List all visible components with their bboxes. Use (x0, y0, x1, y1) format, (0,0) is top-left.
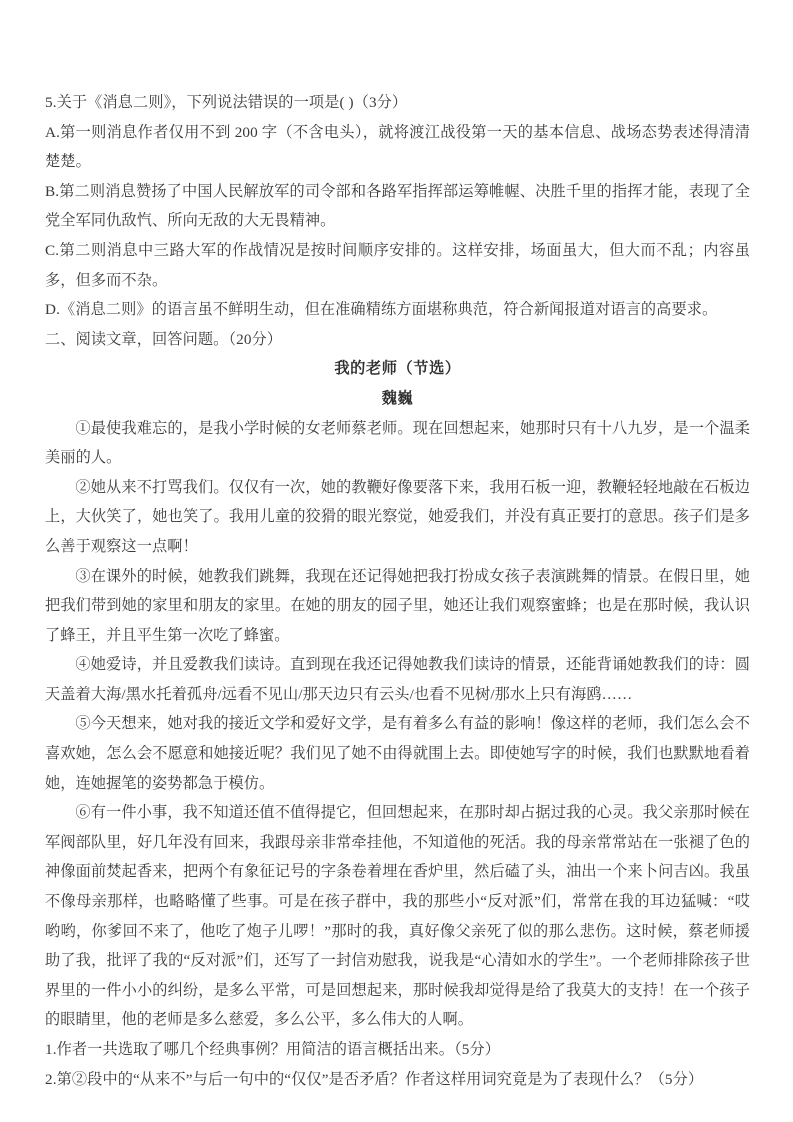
question-5-option-a: A.第一则消息作者仅用不到 200 字（不含电头），就将渡江战役第一天的基本信息、战场态势表述得清清楚楚。 (45, 123, 750, 171)
question-5-option-c: C.第二则消息中三路大军的作战情况是按时间顺序安排的。这样安排，场面虽大，但大而不乱；内容虽多，但多而不杂。 (45, 241, 750, 289)
reading-question-1: 1.作者一共选取了哪几个经典事例？用简洁的语言概括出来。（5分） (45, 1041, 501, 1058)
question-5-stem: 5.关于《消息二则》，下列说法错误的一项是( )（3分） (45, 94, 408, 111)
article-paragraph-6: ⑥有一件小事，我不知道还值不值得提它，但回想起来，在那时却占据过我的心灵。我父亲那时候在军阀部队里，好几年没有回来，我跟母亲非常牵挂他，不知道他的死活。我的母亲常常站在一张褪了色的神像面前焚起香来，把两个有象征记号的字条卷着埋在香炉里，然后磕了头，油出一个来卜问吉凶。我虽不像母亲那样，也略略懂了些事。可是在孩子群中，我的那些小“反对派”们，常常在我的耳边猛喊：“哎哟哟，你爹回不来了，他吃了炮子儿啰！”那时的我，真好像父亲死了似的那么悲伤。这时候，蔡老师援助了我，批评了我的“反对派”们，还写了一封信劝慰我，说我是“心清如水的学生”。一个老师排除孩子世界里的一件小小的纠纷，是多么平常，可是回想起来，那时候我却觉得是给了我莫大的支持！在一个孩子的眼睛里，他的老师是多么慈爱，多么公平，多么伟大的人啊。 (45, 804, 750, 1029)
section-two-heading: 二、阅读文章，回答问题。（20分） (45, 330, 283, 348)
article-author: 魏巍 (381, 389, 414, 407)
question-5-option-d: D.《消息二则》的语言虽不鲜明生动，但在准确精练方面堪称典范，符合新闻报道对语言的高要求。 (45, 301, 718, 319)
page-content (45, 88, 750, 1094)
article-paragraph-1: ①最使我难忘的，是我小学时候的女老师蔡老师。现在回想起来，她那时只有十八九岁，是一个温柔美丽的人。 (45, 419, 750, 467)
article-title: 我的老师（节选） (334, 360, 461, 378)
reading-question-2: 2.第②段中的“从来不”与后一句中的“仅仅”是否矛盾？作者这样用词究竟是为了表现什么？（5分） (45, 1070, 704, 1088)
article-paragraph-5: ⑤今天想来，她对我的接近文学和爱好文学，是有着多么有益的影响！像这样的老师，我们怎么会不喜欢她，怎么会不愿意和她接近呢？我们见了她不由得就围上去。即使她写字的时候，我们也默默地看着她，连她握笔的姿势都急于模仿。 (45, 715, 750, 792)
question-5-option-b: B.第二则消息赞扬了中国人民解放军的司令部和各路军指挥部运筹帷幄、决胜千里的指挥才能，表现了全党全军同仇敌忾、所向无敌的大无畏精神。 (45, 182, 750, 230)
article-paragraph-3: ③在课外的时候，她教我们跳舞，我现在还记得她把我打扮成女孩子表演跳舞的情景。在假日里，她把我们带到她的家里和朋友的家里。在她的朋友的园子里，她还让我们观察蜜蜂；也是在那时候，我认识了蜂王，并且平生第一次吃了蜂蜜。 (45, 567, 750, 644)
article-paragraph-2: ②她从来不打骂我们。仅仅有一次，她的教鞭好像要落下来，我用石板一迎，教鞭轻轻地敲在石板边上，大伙笑了，她也笑了。我用儿童的狡猾的眼光察觉，她爱我们，并没有真正要打的意思。孩子们是多么善于观察这一点啊！ (45, 478, 750, 555)
article-paragraph-4: ④她爱诗，并且爱教我们读诗。直到现在我还记得她教我们读诗的情景，还能背诵她教我们的诗：圆天盖着大海/黑水托着孤舟/远看不见山/那天边只有云头/也看不见树/那水上只有海鸥…… (45, 656, 750, 703)
